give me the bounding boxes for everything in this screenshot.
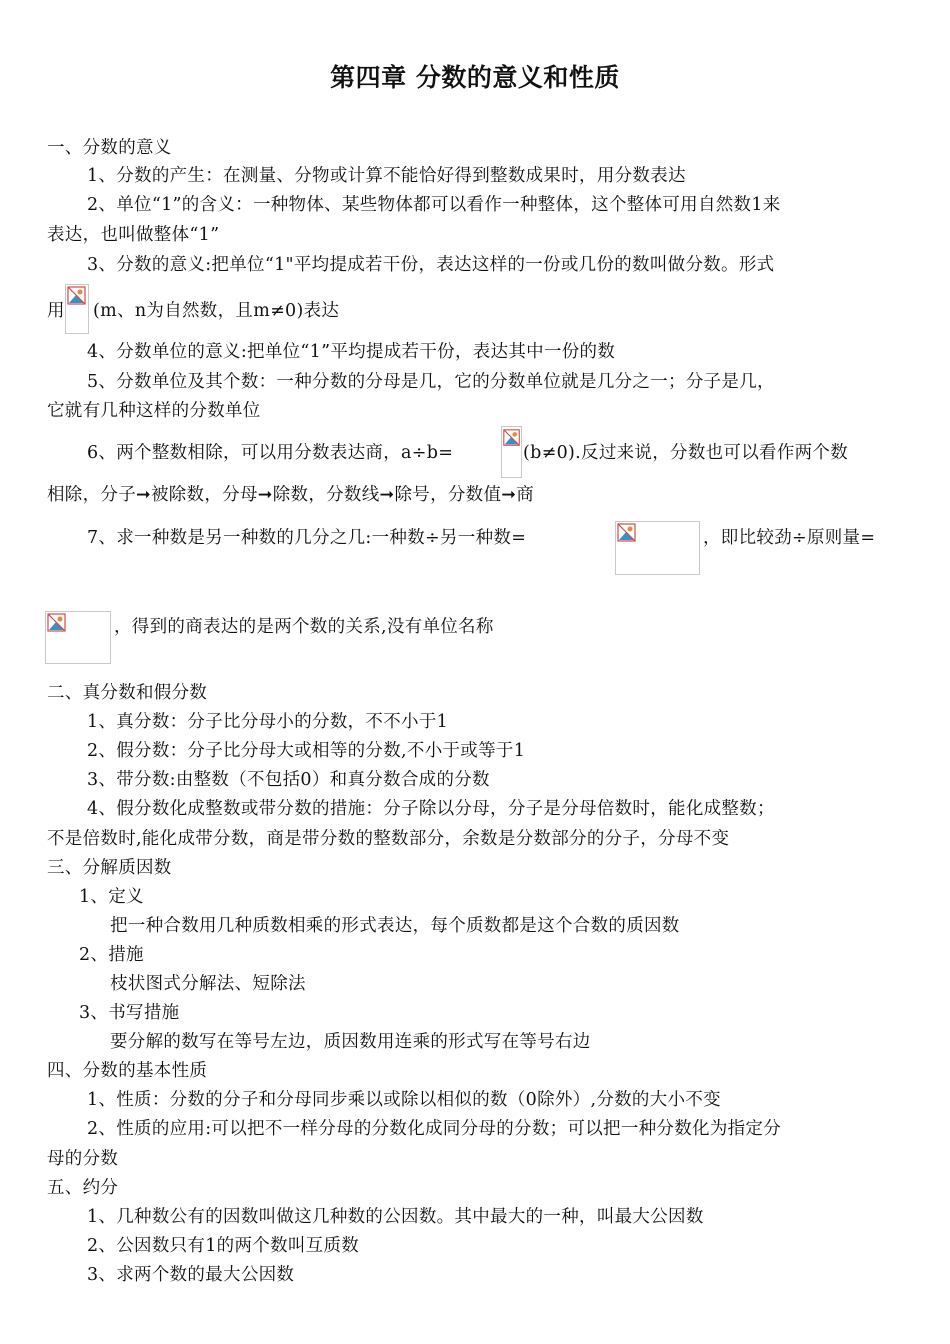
subheading: 2、措施 (79, 945, 144, 965)
paragraph: 表达，也叫做整体“1” (47, 225, 220, 245)
paragraph: 用 (47, 301, 65, 321)
paragraph: 3、求两个数的最大公因数 (87, 1265, 295, 1285)
paragraph: 7、求一种数是另一种数的几分之几:一种数÷另一种数= (87, 528, 527, 548)
paragraph: (b≠0).反过来说，分数也可以看作两个数 (523, 443, 849, 463)
paragraph: 母的分数 (47, 1149, 119, 1169)
chapter-title: 第四章 分数的意义和性质 (330, 63, 620, 92)
paragraph: 3、分数的意义:把单位“1"平均提成若干份，表达这样的一份或几份的数叫做分数。形式 (87, 255, 775, 275)
section-heading-1: 一、分数的意义 (47, 138, 172, 158)
paragraph: 4、假分数化成整数或带分数的措施：分子除以分母，分子是分母倍数时，能化成整数； (87, 799, 775, 819)
paragraph: 2、性质的应用:可以把不一样分母的分数化成同分母的分数；可以把一种分数化为指定分 (87, 1119, 782, 1139)
paragraph: 1、真分数：分子比分母小的分数，不不小于1 (87, 712, 449, 732)
fraction-image-placeholder (45, 611, 111, 664)
paragraph: ，得到的商表达的是两个数的关系,没有单位名称 (114, 617, 494, 637)
broken-image-icon (46, 612, 68, 634)
paragraph: 1、性质：分数的分子和分母同步乘以或除以相似的数（0除外）,分数的大小不变 (87, 1090, 721, 1110)
section-heading-3: 三、分解质因数 (47, 858, 172, 878)
paragraph: 5、分数单位及其个数：一种分数的分母是几，它的分数单位就是几分之一；分子是几， (87, 372, 775, 392)
fraction-image-placeholder (501, 426, 522, 478)
paragraph: 4、分数单位的意义:把单位“1”平均提成若干份，表达其中一份的数 (87, 342, 616, 362)
fraction-image-placeholder (65, 284, 89, 334)
paragraph: 1、分数的产生：在测量、分物或计算不能恰好得到整数成果时，用分数表达 (87, 166, 686, 186)
paragraph: 相除，分子➞被除数，分母➞除数，分数线➞除号，分数值➞商 (47, 485, 535, 505)
paragraph: 它就有几种这样的分数单位 (47, 401, 261, 421)
section-heading-5: 五、约分 (47, 1178, 119, 1198)
paragraph: 要分解的数写在等号左边，质因数用连乘的形式写在等号右边 (110, 1032, 591, 1052)
paragraph: ，即比较劲÷原则量= (703, 528, 876, 548)
section-heading-2: 二、真分数和假分数 (47, 683, 208, 703)
paragraph: 6、两个整数相除，可以用分数表达商，a÷b= (87, 443, 454, 463)
paragraph: 2、假分数：分子比分母大或相等的分数,不小于或等于1 (87, 741, 526, 761)
broken-image-icon (616, 522, 638, 544)
paragraph: 不是倍数时,能化成带分数，商是带分数的整数部分，余数是分数部分的分子，分母不变 (47, 829, 730, 849)
paragraph: 3、带分数:由整数（不包括0）和真分数合成的分数 (87, 770, 490, 790)
paragraph: 1、几种数公有的因数叫做这几种数的公因数。其中最大的一种，叫最大公因数 (87, 1207, 704, 1227)
paragraph: 2、公因数只有1的两个数叫互质数 (87, 1236, 360, 1256)
paragraph: 把一种合数用几种质数相乘的形式表达，每个质数都是这个合数的质因数 (110, 916, 680, 936)
paragraph: 枝状图式分解法、短除法 (110, 974, 306, 994)
subheading: 1、定义 (79, 887, 144, 907)
paragraph: (m、n为自然数，且m≠0)表达 (93, 301, 340, 321)
broken-image-icon (502, 427, 522, 449)
subheading: 3、书写措施 (79, 1003, 180, 1023)
section-heading-4: 四、分数的基本性质 (47, 1061, 208, 1081)
broken-image-icon (66, 285, 88, 307)
paragraph: 2、单位“1”的含义：一种物体、某些物体都可以看作一种整体，这个整体可用自然数1来 (87, 195, 781, 215)
fraction-image-placeholder (615, 521, 700, 575)
